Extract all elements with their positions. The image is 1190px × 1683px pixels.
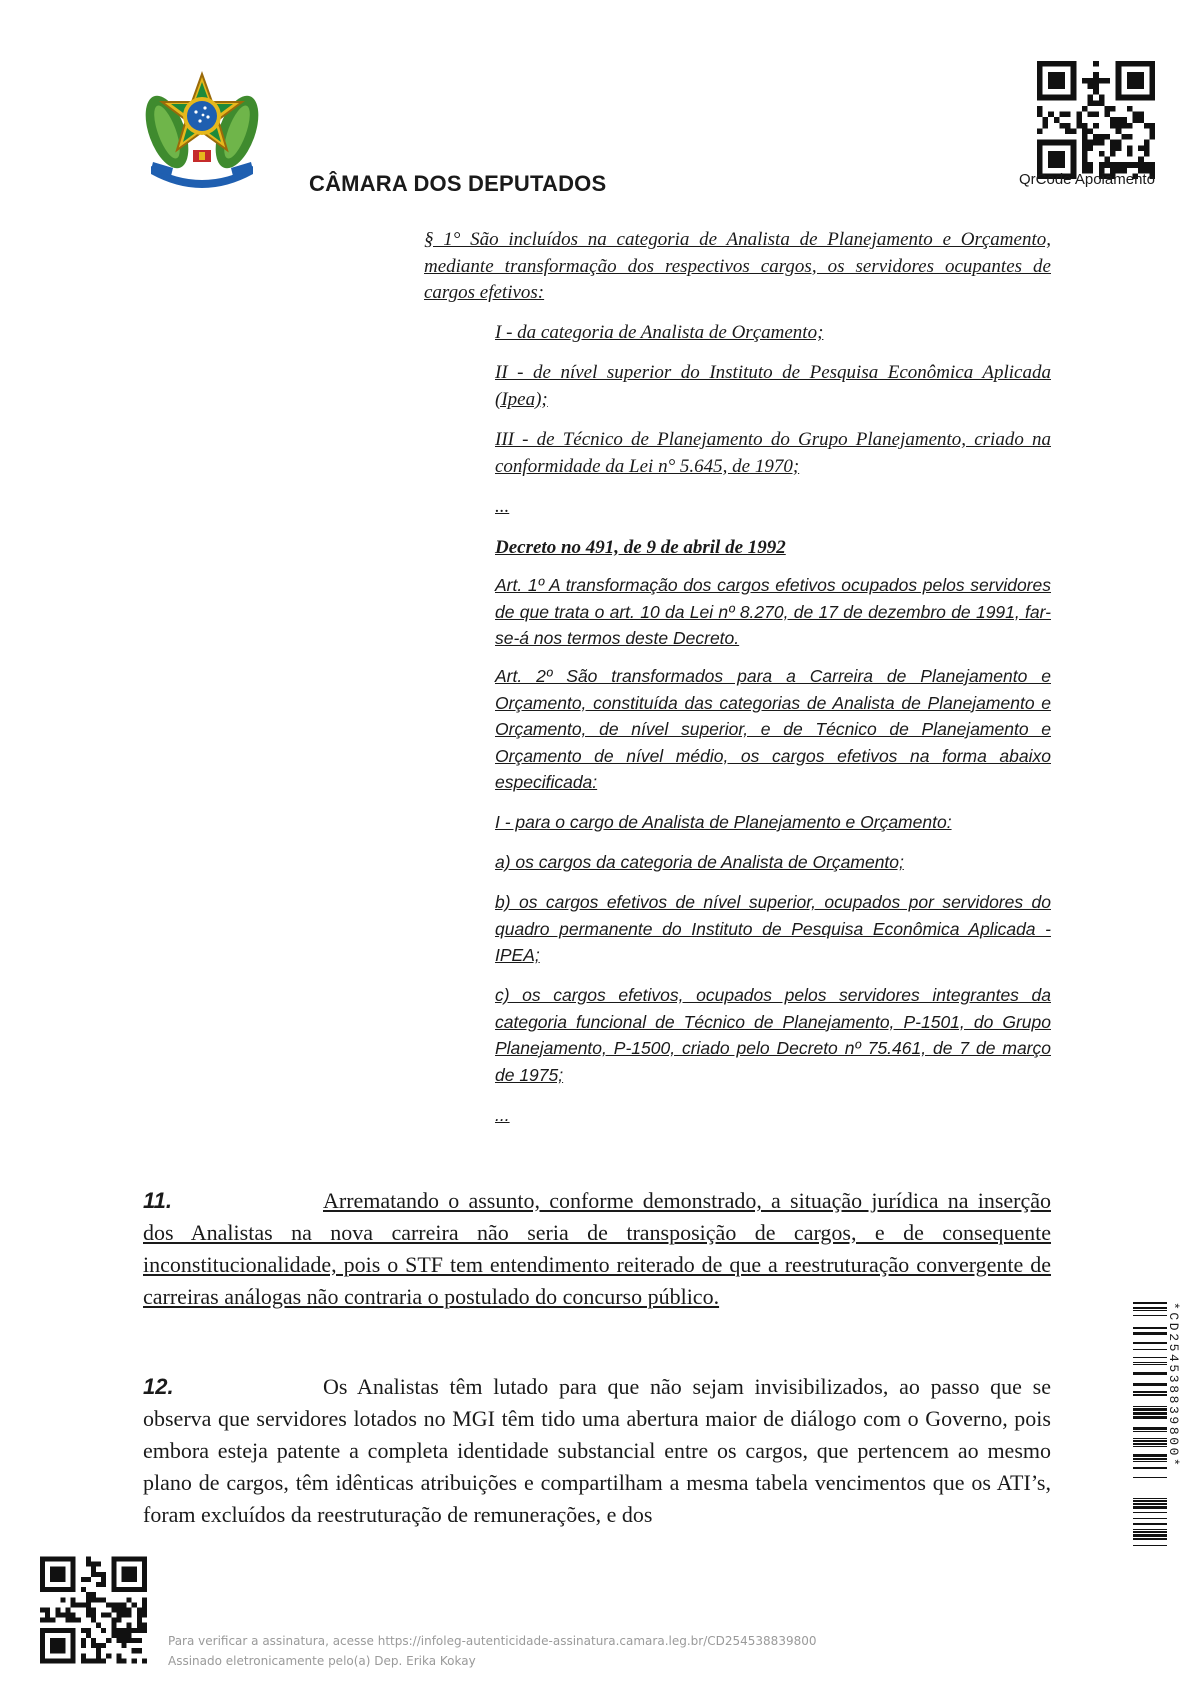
qr-code-icon[interactable] xyxy=(40,1556,147,1664)
house-title: CÂMARA DOS DEPUTADOS xyxy=(309,171,607,196)
decree-article-1: Art. 1º A transformação dos cargos efetivos ocupados pelos servidores de que trata o art. 10 da Lei nº 8.270, de 17 de dezembro de 1991, far-se-á nos termos deste Decreto. xyxy=(495,575,1051,648)
paragraph-text: Os Analistas têm lutado para que não sejam invisibilizados, ao passo que se observa que servidores lotados no MGI têm tido uma abertura maior de diálogo com o Governo, pois embora esteja patente a completa identidade substancial entre os cargos, que pertencem ao mesmo plano de cargos, têm idênticas atribuições e compartilham a mesma tabela vencimentos que os ATI’s, foram excluídos da reestruturação de remunerações, e dos xyxy=(143,1374,1051,1527)
paragraph-number: 12. xyxy=(143,1374,174,1399)
decree-item-b: b) os cargos efetivos de nível superior, ocupados por servidores do quadro permanente do Instituto de Pesquisa Econômica Aplicada - IPEA; xyxy=(495,892,1051,965)
quote-paragraph-1: § 1° São incluídos na categoria de Analista de Planejamento e Orçamento, mediante transformação dos respectivos cargos, os servidores ocupantes de cargos efetivos: xyxy=(424,229,1051,303)
paragraph-text: Arrematando o assunto, conforme demonstrado, a situação jurídica na inserção dos Analistas na nova carreira não seria de transposição de cargos, e de consequente inconstitucionalidade, pois o STF tem entendimento reiterado de que a reestruturação convergente de carreiras análogas não contraria o postulado do concurso público. xyxy=(143,1188,1051,1309)
qr-code-icon[interactable] xyxy=(1033,61,1159,179)
paragraph-12 xyxy=(143,1371,1051,1531)
paragraph-11 xyxy=(143,1185,1051,1313)
decree-item-i: I - para o cargo de Analista de Planejamento e Orçamento: xyxy=(495,812,952,832)
signature-verification-text: Para verificar a assinatura, acesse https://infoleg-autenticidade-assinatura.camara.leg.br/CD254538839800 xyxy=(168,1634,817,1648)
quote-item-ii: II - de nível superior do Instituto de Pesquisa Econômica Aplicada (Ipea); xyxy=(495,362,1051,410)
decree-article-2: Art. 2º São transformados para a Carreira de Planejamento e Orçamento, constituída das categorias de Analista de Planejamento e Orçamento, de nível superior, e de Técnico de Planejamento e Orçamento de nível médio, os cargos efetivos na forma abaixo especificada: xyxy=(495,666,1051,792)
decree-item-c: c) os cargos efetivos, ocupados pelos servidores integrantes da categoria funcional de Técnico de Planejamento, P-1501, do Grupo Planejamento, P-1500, criado pelo Decreto nº 75.461, de 7 de março de 1975; xyxy=(495,985,1051,1085)
quote-ellipsis: ... xyxy=(495,496,510,517)
electronic-signature-text: Assinado eletronicamente pelo(a) Dep. Erika Kokay xyxy=(168,1654,476,1668)
paragraph-number: 11. xyxy=(143,1188,172,1213)
barcode-icon xyxy=(1133,1302,1167,1546)
quote-ellipsis: ... xyxy=(495,1105,510,1125)
brazil-coat-of-arms-icon xyxy=(143,70,261,193)
decree-item-a: a) os cargos da categoria de Analista de Orçamento; xyxy=(495,852,904,872)
quote-item-iii: III - de Técnico de Planejamento do Grupo Planejamento, criado na conformidade da Lei n° 5.645, de 1970; xyxy=(495,429,1051,477)
qr-code-label: QrCode Apoiamento xyxy=(1019,171,1155,188)
barcode-number: *CD254538839800* xyxy=(1166,1302,1181,1469)
quote-item-i: I - da categoria de Analista de Orçamento; xyxy=(495,322,824,343)
decree-title: Decreto no 491, de 9 de abril de 1992 xyxy=(495,537,786,558)
